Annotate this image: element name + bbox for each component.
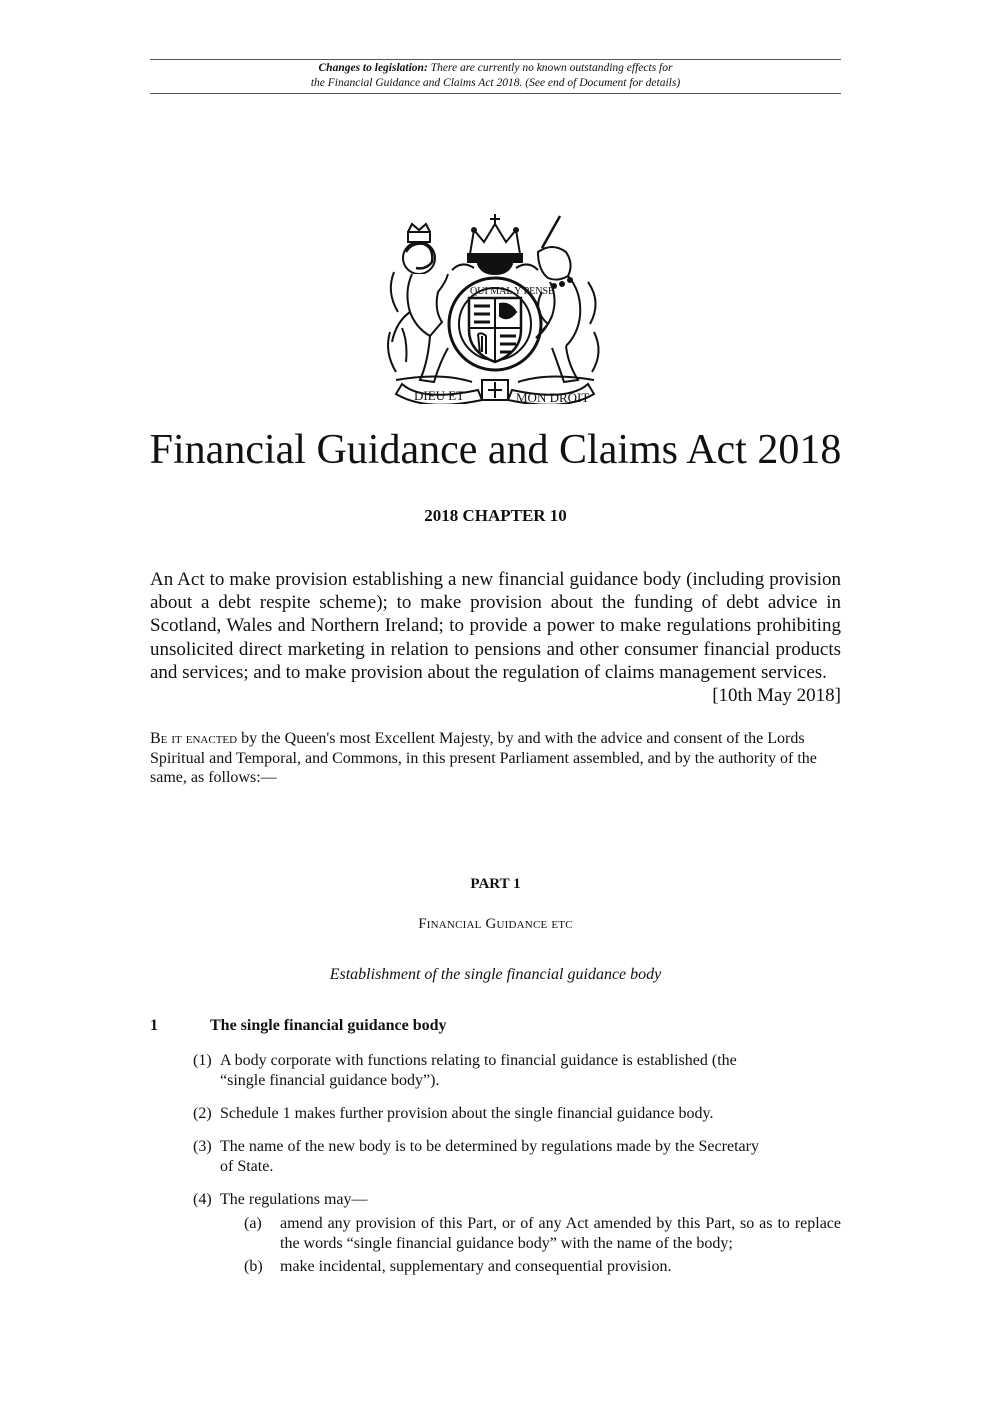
crest-garter-motto: QUI MAL Y PENSE xyxy=(470,286,555,297)
changes-label: Changes to legislation: xyxy=(318,62,428,74)
long-title-text: An Act to make provision establishing a new financial guidance body (including provision about a debt respite scheme); to make provision about the funding of debt advice in Scotland, Wales and Northern Ireland; to provide a power to make regulations prohibiting unsolicited direct marketing in relation to pensions and other consumer financial products and services; and to make provision about the regulation of claims management services. xyxy=(150,569,841,683)
subsection-number: (1) xyxy=(193,1052,212,1069)
subsection-2 xyxy=(193,1104,841,1124)
paragraph-text: amend any provision of this Part, or of any Act amended by this Part, so as to replace the words “single financial guidance body” with the name of the body; xyxy=(280,1215,841,1252)
paragraph-text: make incidental, supplementary and consequential provision. xyxy=(280,1258,672,1275)
changes-banner xyxy=(150,61,841,91)
subsection-text: The regulations may— xyxy=(220,1191,368,1208)
subsection-text: A body corporate with functions relating to financial guidance is established (the xyxy=(220,1052,737,1069)
paragraph-a xyxy=(244,1214,841,1253)
subsection-text-cont: “single financial guidance body”). xyxy=(220,1071,440,1089)
act-title: Financial Guidance and Claims Act 2018 xyxy=(149,427,842,473)
subsection-3 xyxy=(193,1137,841,1176)
royal-coat-of-arms-icon xyxy=(382,212,608,404)
royal-assent-date: [10th May 2018] xyxy=(712,685,841,707)
part-number: PART 1 xyxy=(470,876,521,892)
section-number: 1 xyxy=(150,1017,158,1034)
header-rule-bottom xyxy=(150,93,841,94)
subsection-text: Schedule 1 makes further provision about the single financial guidance body. xyxy=(220,1105,714,1122)
act-chapter: 2018 CHAPTER 10 xyxy=(424,506,567,525)
subsection-number: (3) xyxy=(193,1138,212,1155)
paragraph-number: (a) xyxy=(244,1215,262,1232)
subsection-text-cont: of State. xyxy=(220,1157,274,1175)
crossheading: Establishment of the single financial guidance body xyxy=(329,966,662,983)
long-title xyxy=(150,568,841,707)
changes-text-line1: There are currently no known outstanding effects for xyxy=(430,62,673,74)
subsection-1 xyxy=(193,1051,841,1090)
subsection-number: (2) xyxy=(193,1105,212,1122)
subsection-number: (4) xyxy=(193,1191,212,1208)
section-heading: The single financial guidance body xyxy=(210,1017,447,1034)
paragraph-b xyxy=(244,1257,841,1277)
part-title: Financial Guidance etc xyxy=(418,916,573,932)
enacting-text: by the Queen's most Excellent Majesty, by and with the advice and consent of the Lords Spiritual and Temporal, and Commons, in this present Parliament assembled, and by the authority of the same, as follows:— xyxy=(150,730,817,786)
header-rule-top xyxy=(150,59,841,60)
paragraph-number: (b) xyxy=(244,1258,263,1275)
subsection-text: The name of the new body is to be determined by regulations made by the Secretary xyxy=(220,1138,759,1155)
subsection-4 xyxy=(193,1190,841,1210)
changes-text-line2: the Financial Guidance and Claims Act 2018. (See end of Document for details) xyxy=(310,77,681,89)
crest-motto-left: DIEU ET xyxy=(414,388,465,403)
crest-motto-right: MON DROIT xyxy=(516,390,590,404)
enacting-lead: Be it enacted xyxy=(150,730,238,747)
enacting-formula xyxy=(150,729,841,788)
